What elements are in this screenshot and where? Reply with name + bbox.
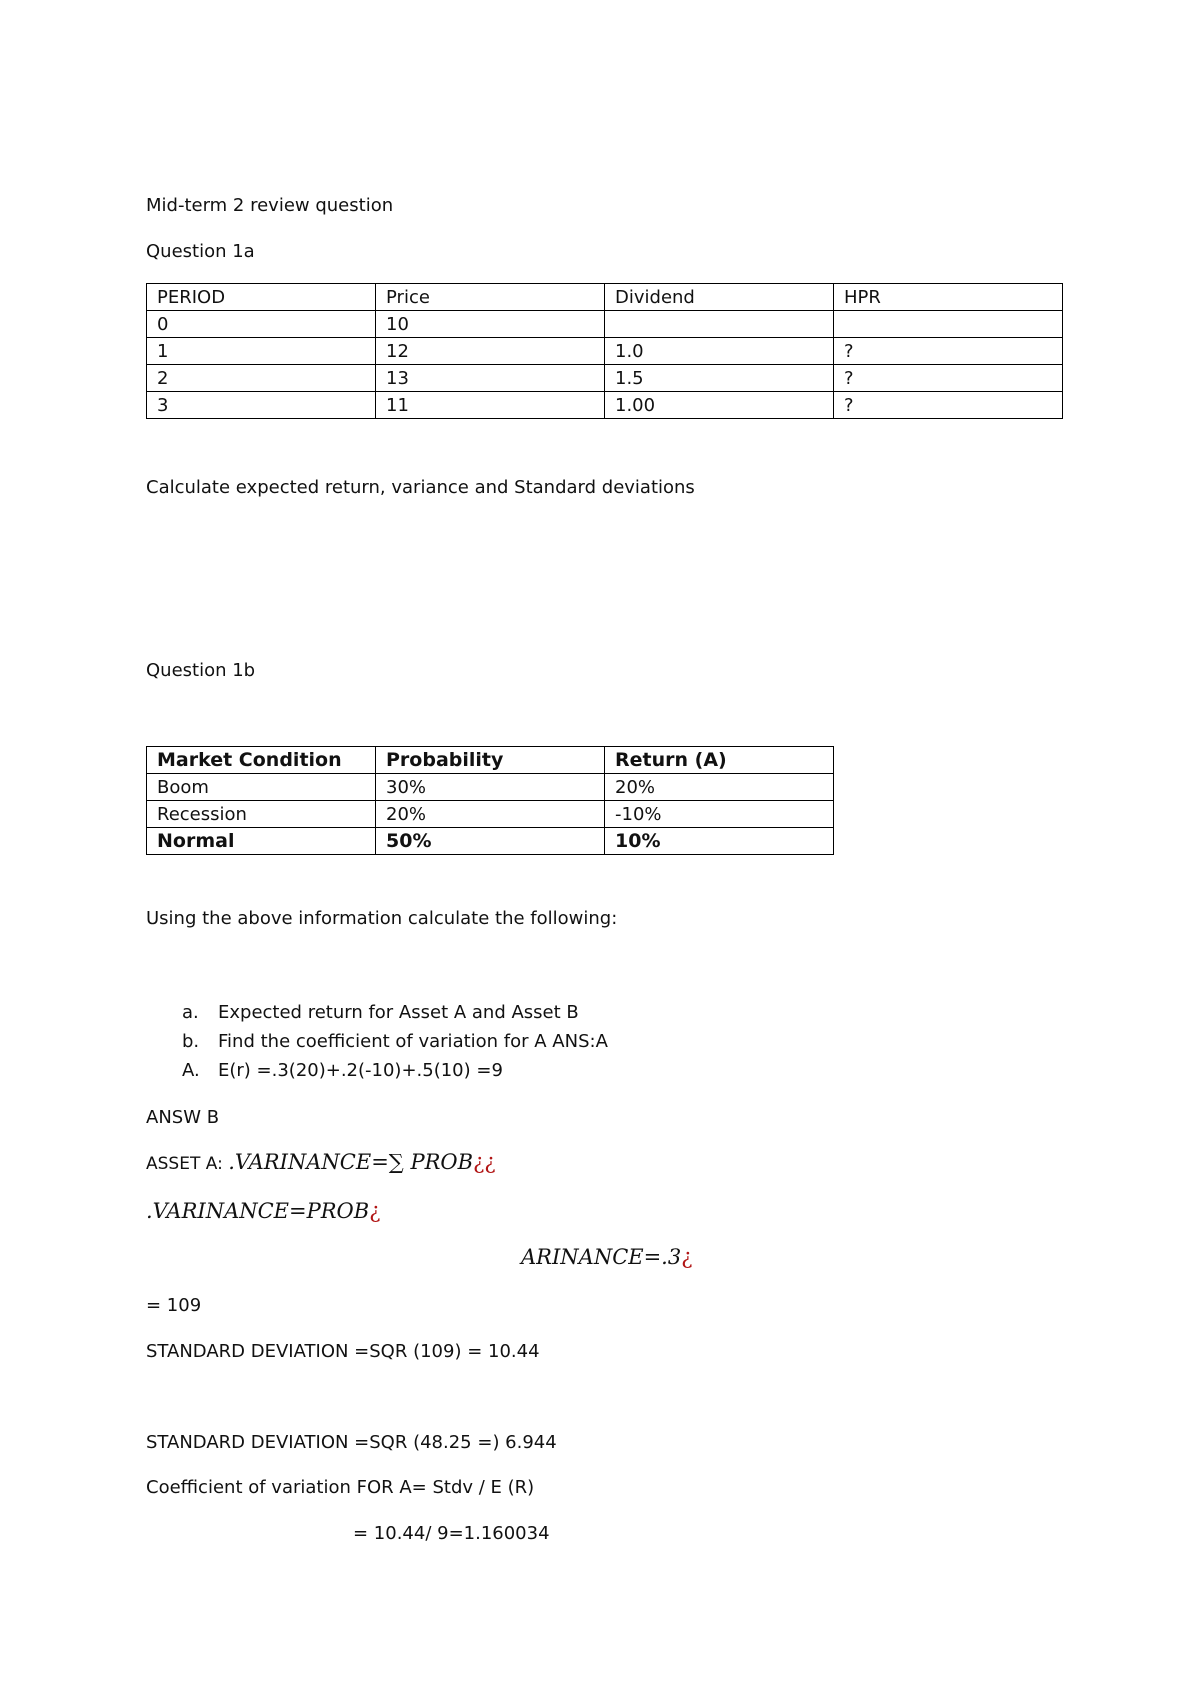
variance-equation-2 [146, 1199, 380, 1223]
question-1b-heading: Question 1b [146, 660, 256, 681]
table-row [147, 774, 834, 801]
table-cell: 50% [376, 828, 605, 855]
table-cell: 20% [376, 801, 605, 828]
coefficient-of-variation-value: = 10.44/ 9=1.160034 [353, 1523, 550, 1544]
table-cell: 1.0 [605, 338, 834, 365]
table-cell: ? [834, 365, 1063, 392]
table-cell: 30% [376, 774, 605, 801]
table-cell: 20% [605, 774, 834, 801]
header-cell: Probability [376, 747, 605, 774]
answer-b-label: ANSW B [146, 1107, 220, 1128]
variance-equation-3 [521, 1245, 692, 1269]
table-cell [834, 311, 1063, 338]
list-item [182, 1060, 608, 1089]
header-cell: HPR [834, 284, 1063, 311]
header-cell: Market Condition [147, 747, 376, 774]
table-cell: Normal [147, 828, 376, 855]
list-marker: A. [182, 1060, 200, 1081]
market-condition-table [146, 746, 834, 855]
table-header-row [147, 284, 1063, 311]
header-cell: Return (A) [605, 747, 834, 774]
table-cell: Boom [147, 774, 376, 801]
header-cell: Dividend [605, 284, 834, 311]
table-cell: Recession [147, 801, 376, 828]
variance-result: = 109 [146, 1295, 202, 1316]
document-title: Mid-term 2 review question [146, 195, 394, 216]
equation-error-glyph: ¿ [369, 1199, 381, 1223]
table-cell: ? [834, 392, 1063, 419]
equation-error-glyph: ¿ [681, 1245, 693, 1269]
list-item-text: E(r) =.3(20)+.2(-10)+.5(10) =9 [218, 1060, 503, 1081]
table-row [147, 311, 1063, 338]
answer-list [182, 1002, 608, 1089]
list-item-text: Expected return for Asset A and Asset B [218, 1002, 579, 1023]
hpr-table [146, 283, 1063, 419]
variance-equation-1 [146, 1150, 496, 1174]
table-cell: 1.5 [605, 365, 834, 392]
table-row [147, 392, 1063, 419]
equation-text: .VARINANCE=∑ PROB [228, 1150, 474, 1174]
question-1a-instruction: Calculate expected return, variance and Standard deviations [146, 477, 695, 498]
equation-error-glyph: ¿¿ [473, 1150, 496, 1174]
table-cell: ? [834, 338, 1063, 365]
list-marker: b. [182, 1031, 200, 1052]
question-1a-heading: Question 1a [146, 241, 255, 262]
table-cell: 1 [147, 338, 376, 365]
table-cell: 13 [376, 365, 605, 392]
list-item-text: Find the coefficient of variation for A ANS:A [218, 1031, 608, 1052]
header-cell: PERIOD [147, 284, 376, 311]
standard-deviation-1: STANDARD DEVIATION =SQR (109) = 10.44 [146, 1341, 540, 1362]
list-item [182, 1031, 608, 1060]
table-row [147, 338, 1063, 365]
table-cell: 12 [376, 338, 605, 365]
question-1b-instruction: Using the above information calculate the following: [146, 908, 618, 929]
table-cell: -10% [605, 801, 834, 828]
table-cell [605, 311, 834, 338]
table-cell: 10% [605, 828, 834, 855]
list-item [182, 1002, 608, 1031]
standard-deviation-2: STANDARD DEVIATION =SQR (48.25 =) 6.944 [146, 1432, 557, 1453]
table-cell: 10 [376, 311, 605, 338]
asset-a-prefix: ASSET A: [146, 1154, 229, 1174]
table-cell: 11 [376, 392, 605, 419]
table-header-row [147, 747, 834, 774]
header-cell: Price [376, 284, 605, 311]
table-cell: 0 [147, 311, 376, 338]
coefficient-of-variation-label: Coefficient of variation FOR A= Stdv / E (R) [146, 1477, 535, 1498]
equation-text: .VARINANCE=PROB [146, 1199, 370, 1223]
table-cell: 3 [147, 392, 376, 419]
table-row [147, 828, 834, 855]
equation-text: ARINANCE=.3 [521, 1245, 682, 1269]
table-cell: 2 [147, 365, 376, 392]
list-marker: a. [182, 1002, 199, 1023]
table-row [147, 801, 834, 828]
table-cell: 1.00 [605, 392, 834, 419]
table-row [147, 365, 1063, 392]
